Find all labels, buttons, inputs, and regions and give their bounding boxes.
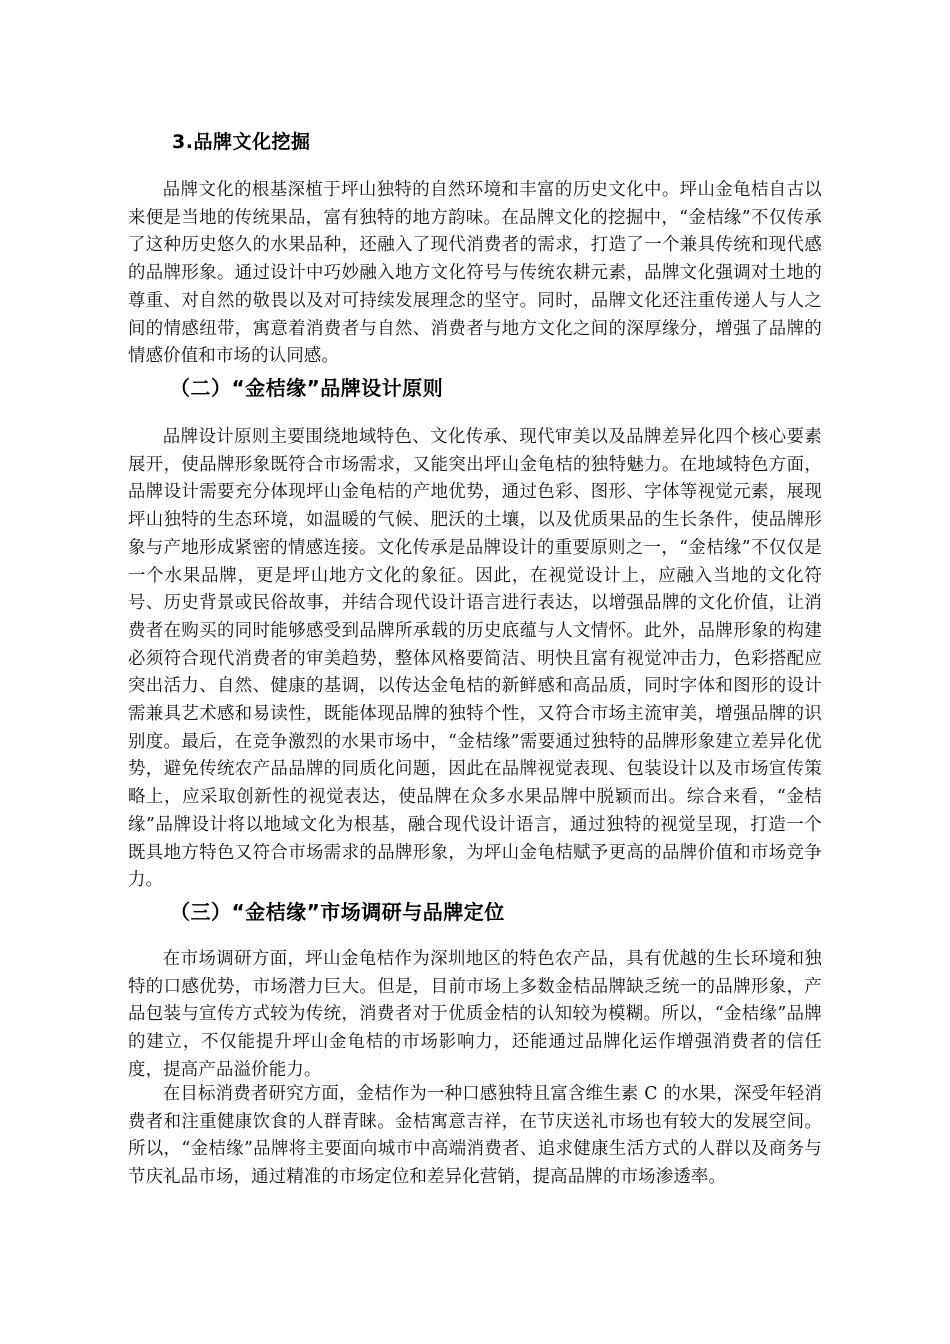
section-heading-brand-culture: 3.品牌文化挖掘 <box>172 131 311 153</box>
paragraph-design-principles: 品牌设计原则主要围绕地域特色、文化传承、现代审美以及品牌差异化四个核心要素展开，使品牌形象既符合市场需求，又能突出坪山金龟桔的独特魅力。在地域特色方面，品牌设计需要充分体现坪山金龟桔的产地优势，通过色彩、图形、字体等视觉元素，展现坪山独特的生态环境，如温暖的气候、肥沃的土壤，以及优质果品的生长条件，使品牌形象与产地形成紧密的情感连接。文化传承是品牌设计的重要原则之一，“金桔缘”不仅仅是一个水果品牌，更是坪山地方文化的象征。因此，在视觉设计上，应融入当地的文化符号、历史背景或民俗故事，并结合现代设计语言进行表达，以增强品牌的文化价值，让消费者在购买的同时能够感受到品牌所承载的历史底蕴与人文情怀。此外，品牌形象的构建必须符合现代消费者的审美趋势，整体风格要简洁、明快且富有视觉冲击力，色彩搭配应突出活力、自然、健康的基调，以传达金龟桔的新鲜感和高品质，同时字体和图形的设计需兼具艺术感和易读性，既能体现品牌的独特个性，又符合市场主流审美，增强品牌的识别度。最后，在竞争激烈的水果市场中，“金桔缘”需要通过独特的品牌形象建立差异化优势，避免传统农产品品牌的同质化问题，因此在品牌视觉表现、包装设计以及市场宣传策略上，应采取创新性的视觉表达，使品牌在众多水果品牌中脱颖而出。综合来看，“金桔缘”品牌设计将以地域文化为根基，融合现代设计语言，通过独特的视觉呈现，打造一个既具地方特色又符合市场需求的品牌形象，为坪山金龟桔赋予更高的品牌价值和市场竞争力。 <box>128 427 822 891</box>
paragraph-target-consumers: 在目标消费者研究方面，金桔作为一种口感独特且富含维生素 C 的水果，深受年轻消费者和注重健康饮食的人群青睐。金桔寓意吉祥，在节庆送礼市场也有较大的发展空间。所以，“金桔缘”品牌将主要面向城市中高端消费者、追求健康生活方式的人群以及商务与节庆礼品市场，通过精准的市场定位和差异化营销，提高品牌的市场渗透率。 <box>128 1084 822 1188</box>
section-heading-design-principles: （二）“金桔缘”品牌设计原则 <box>170 376 444 400</box>
paragraph-market-research: 在市场调研方面，坪山金龟桔作为深圳地区的特色农产品，具有优越的生长环境和独特的口感优势，市场潜力巨大。但是，目前市场上多数金桔品牌缺乏统一的品牌形象，产品包装与宣传方式较为传统，消费者对于优质金桔的认知较为模糊。所以，“金桔缘”品牌的建立，不仅能提升坪山金龟桔的市场影响力，还能通过品牌化运作增强消费者的信任度，提高产品溢价能力。 <box>128 949 822 1080</box>
section-heading-market-research: （三）“金桔缘”市场调研与品牌定位 <box>170 900 505 924</box>
paragraph-brand-culture: 品牌文化的根基深植于坪山独特的自然环境和丰富的历史文化中。坪山金龟桔自古以来便是当地的传统果品，富有独特的地方韵味。在品牌文化的挖掘中，“金桔缘”不仅传承了这种历史悠久的水果品种，还融入了现代消费者的需求，打造了一个兼具传统和现代感的品牌形象。通过设计中巧妙融入地方文化符号与传统农耕元素，品牌文化强调对土地的尊重、对自然的敬畏以及对可持续发展理念的坚守。同时，品牌文化还注重传递人与人之间的情感纽带，寓意着消费者与自然、消费者与地方文化之间的深厚缘分，增强了品牌的情感价值和市场的认同感。 <box>128 180 822 367</box>
